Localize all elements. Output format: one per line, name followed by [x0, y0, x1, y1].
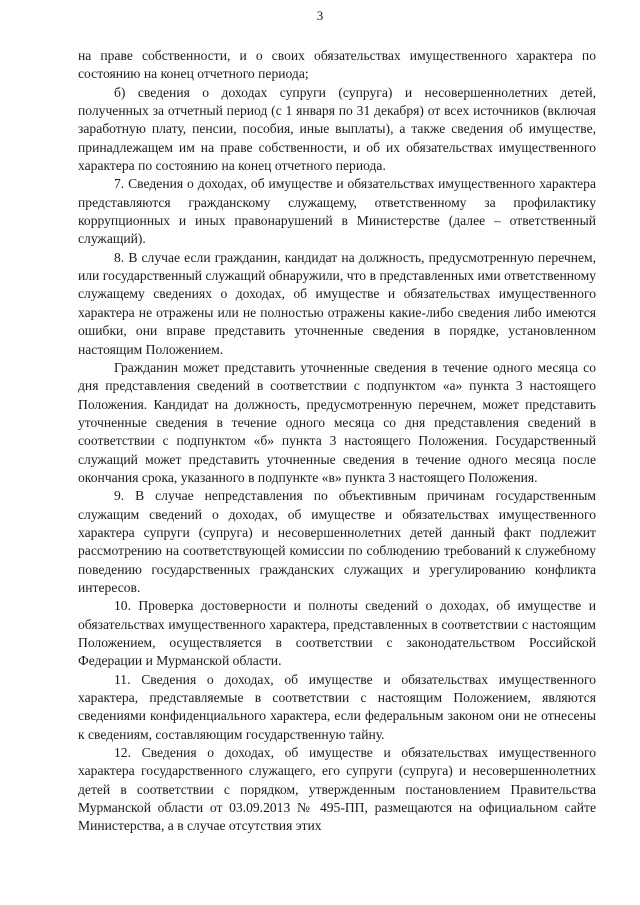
- paragraph-10: 10. Проверка достоверности и полноты сведений о доходах, об имуществе и обязательствах имущественного характера, представленных в соответствии с настоящим Положением, осуществляется в соответствии с законодательством Российской Федерации и Мурманской области.: [78, 598, 596, 669]
- paragraph-9: 9. В случае непредставления по объективным причинам государственным служащим сведений о доходах, об имуществе и обязательствах имущественного характера супруги (супруга) и несовершеннолетних детей данный факт подлежит рассмотрению на соответствующей комиссии по соблюдению требований к служебному поведению государственных гражданских служащих и урегулированию конфликта интересов.: [78, 488, 596, 595]
- paragraph-12: 12. Сведения о доходах, об имуществе и обязательствах имущественного характера государственного служащего, его супруги (супруга) и несовершеннолетних детей в соответствии с порядком, утвержденным постановлением Правительства Мурманской области от 03.09.2013 № 495-ПП, размещаются на официальном сайте Министерства, а в случае отсутствия этих: [78, 745, 596, 834]
- paragraph-8-continued: Гражданин может представить уточненные сведения в течение одного месяца со дня представления сведений в соответствии с подпунктом «а» пункта 3 настоящего Положения. Кандидат на должность, предусмотренную перечнем, может представить уточненные сведения в течение одного месяца со дня представления сведений в соответствии с подпунктом «б» пункта 3 настоящего Положения. Государственный служащий может представить уточненные сведения в течение одного месяца после окончания срока, указанного в подпункте «в» пункта 3 настоящего Положения.: [78, 359, 596, 485]
- paragraph-8: 8. В случае если гражданин, кандидат на должность, предусмотренную перечнем, или государственный служащий обнаружили, что в представленных ими ответственному служащему сведениях о доходах, об имуществе и обязательствах имущественного характера не отражены или не полностью отражены какие-либо сведения либо имеются ошибки, они вправе представить уточненные сведения в порядке, установленном настоящим Положением.: [78, 249, 596, 357]
- paragraph-continuation: на праве собственности, и о своих обязательствах имущественного характера по состоянию на конец отчетного периода;: [78, 48, 596, 82]
- paragraph-6b: б) сведения о доходах супруги (супруга) и несовершеннолетних детей, полученных за отчетный период (с 1 января по 31 декабря) от всех источников (включая заработную плату, пенсии, пособия, иные выплаты), а также сведения об имуществе, принадлежащем им на праве собственности, и об их обязательствах имущественного характера по состоянию на конец отчетного периода.: [78, 84, 596, 174]
- paragraph-11: 11. Сведения о доходах, об имуществе и обязательствах имущественного характера, представляемые в соответствии с настоящим Положением, являются сведениями конфиденциального характера, если федеральным законом они не отнесены к сведениям, составляющим государственную тайну.: [78, 671, 596, 742]
- paragraph-7: 7. Сведения о доходах, об имуществе и обязательствах имущественного характера представляются гражданскому служащему, ответственному за профилактику коррупционных и иных правонарушений в Министерстве (далее – ответственный служащий).: [78, 176, 596, 247]
- page-number: 3: [316, 8, 324, 23]
- document-body: [78, 47, 596, 836]
